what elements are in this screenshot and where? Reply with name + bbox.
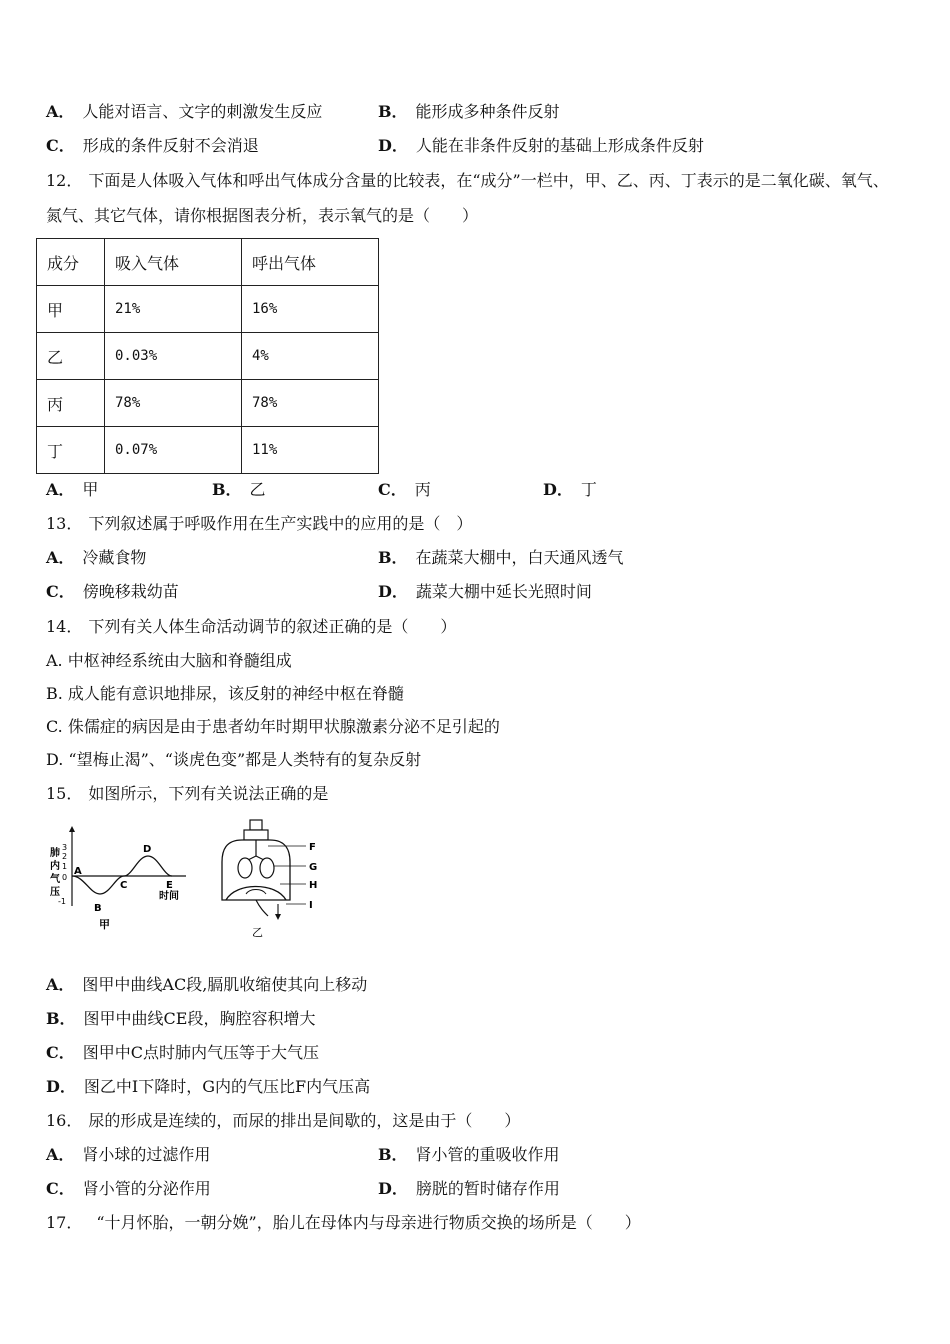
option-text: 图乙中I下降时，G内的气压比F内气压高: [83, 1077, 371, 1096]
option-label: A．: [46, 975, 75, 994]
option-text: 图甲中曲线CE段，胸腔容积增大: [83, 1009, 316, 1028]
table-row: [37, 333, 379, 380]
q11-option-d: [378, 136, 704, 156]
q14-stem: [46, 617, 456, 637]
q12-option-d: [543, 480, 597, 500]
figure-caption: 甲: [99, 918, 110, 931]
option-text: 膀胱的暂时储存作用: [415, 1179, 560, 1198]
q15-option-c: [46, 1043, 319, 1063]
point-label: A: [74, 866, 82, 877]
option-text: 丙: [414, 480, 431, 499]
q16-stem: [46, 1111, 520, 1131]
option-text: 丁: [580, 480, 597, 499]
option-label: B．: [378, 548, 408, 567]
y-tick: 0: [62, 873, 68, 882]
q13-option-c: [46, 582, 179, 602]
y-tick: 2: [62, 852, 68, 861]
stopper: [244, 830, 268, 840]
q12-stem-line1: [46, 171, 889, 191]
part-label: H: [309, 880, 318, 891]
option-label: B．: [212, 480, 242, 499]
option-text: 蔬菜大棚中延长光照时间: [415, 582, 592, 601]
option-text: 图甲中C点时肺内气压等于大气压: [82, 1043, 319, 1062]
y-tick: 1: [62, 862, 68, 871]
option-label: D．: [543, 480, 573, 499]
figure-yi-bell-jar-model: [212, 816, 332, 940]
table-cell: 乙: [37, 333, 105, 380]
option-text: 乙: [249, 480, 266, 499]
q15-option-d: [46, 1077, 370, 1097]
option-label: B．: [46, 1009, 76, 1028]
q14-option-c: C. 侏儒症的病因是由于患者幼年时期甲状腺激素分泌不足引起的: [46, 717, 500, 736]
q12-option-c: [378, 480, 431, 500]
table-cell: 11%: [242, 427, 379, 474]
q15-option-a: [46, 975, 367, 995]
option-label: A．: [46, 102, 75, 121]
option-text: 能形成多种条件反射: [415, 102, 560, 121]
table-cell: 21%: [105, 286, 242, 333]
part-label: F: [309, 842, 316, 853]
option-label: B．: [378, 102, 408, 121]
option-label: C．: [46, 1179, 75, 1198]
table-row: [37, 286, 379, 333]
q17-stem: [46, 1213, 641, 1233]
figure-caption: 乙: [252, 926, 263, 939]
q12-option-b: [212, 480, 266, 500]
option-label: A．: [46, 548, 75, 567]
option-text: 甲: [82, 480, 99, 499]
question-text: 氮气、其它气体，请你根据图表分析，表示氧气的是（ ）: [46, 206, 479, 225]
question-text: “十月怀胎，一朝分娩”，胎儿在母体内与母亲进行物质交换的场所是（ ）: [80, 1213, 641, 1232]
table-cell: 丙: [37, 380, 105, 427]
option-label: D．: [378, 1179, 408, 1198]
pull-string: [256, 900, 268, 916]
table-cell: 78%: [105, 380, 242, 427]
left-balloon: [238, 858, 252, 878]
q14-option-a: A. 中枢神经系统由大脑和脊髓组成: [46, 651, 292, 670]
xlabel: 时间: [159, 891, 179, 902]
q14-option-d: D. “望梅止渴”、“谈虎色变”都是人类特有的复杂反射: [46, 750, 422, 769]
question-text: 下面是人体吸入气体和呼出气体成分含量的比较表，在“成分”一栏中，甲、乙、丙、丁表示的是二氧化碳、氧气、: [88, 171, 889, 190]
question-text: 下列有关人体生命活动调节的叙述正确的是（ ）: [88, 617, 457, 636]
table-cell: 16%: [242, 286, 379, 333]
table-cell: 0.03%: [105, 333, 242, 380]
q11-option-b: [378, 102, 560, 122]
ylabel: [50, 846, 61, 898]
q13-option-d: [378, 582, 592, 602]
y-tick: -1: [58, 897, 66, 906]
option-text: 肾小球的过滤作用: [82, 1145, 211, 1164]
option-label: D．: [46, 1077, 76, 1096]
option-label: A．: [46, 1145, 75, 1164]
q12-stem-line2: [46, 206, 478, 226]
question-number: 16．: [46, 1111, 83, 1130]
point-label: C: [120, 880, 128, 891]
ylabel-char: 内: [50, 861, 60, 872]
table-row: [37, 380, 379, 427]
option-text: 形成的条件反射不会消退: [82, 136, 259, 155]
question-number: 17．: [46, 1213, 75, 1232]
option-text: 冷藏食物: [82, 548, 147, 567]
table-cell: 78%: [242, 380, 379, 427]
q13-option-b: [378, 548, 624, 568]
table-header: 成分: [37, 239, 105, 286]
question-number: 14．: [46, 617, 83, 636]
q11-option-a: [46, 102, 322, 122]
option-label: C．: [46, 582, 75, 601]
question-number: 13．: [46, 514, 83, 533]
q11-option-c: [46, 136, 259, 156]
table-cell: 4%: [242, 333, 379, 380]
table-row: [37, 427, 379, 474]
option-label: D．: [378, 582, 408, 601]
table-cell: 0.07%: [105, 427, 242, 474]
option-text: 图甲中曲线AC段,膈肌收缩使其向上移动: [82, 975, 368, 994]
part-label: G: [309, 862, 318, 873]
q14-option-b: B. 成人能有意识地排尿，该反射的神经中枢在脊髓: [46, 684, 404, 703]
point-label: E: [166, 880, 173, 891]
q16-option-b: [378, 1145, 560, 1165]
ylabel-char: 肺: [50, 848, 60, 859]
gas-composition-table: [36, 238, 379, 474]
y-tick: 3: [62, 843, 68, 852]
option-label: D．: [378, 136, 408, 155]
option-label: A．: [46, 480, 75, 499]
point-label: D: [143, 844, 152, 855]
point-label: B: [94, 903, 102, 914]
down-arrow-icon: [275, 914, 281, 920]
right-balloon: [260, 858, 274, 878]
option-label: C．: [46, 136, 75, 155]
option-text: 人能对语言、文字的刺激发生反应: [82, 102, 323, 121]
table-header: 呼出气体: [242, 239, 379, 286]
option-text: 人能在非条件反射的基础上形成条件反射: [415, 136, 704, 155]
question-number: 15．: [46, 784, 83, 803]
question-number: 12．: [46, 171, 83, 190]
stopper-cap: [250, 820, 262, 830]
option-label: B．: [378, 1145, 408, 1164]
ylabel-char: 气: [50, 874, 60, 885]
q15-option-b: [46, 1009, 315, 1029]
option-text: 肾小管的重吸收作用: [415, 1145, 560, 1164]
question-text: 如图所示，下列有关说法正确的是: [88, 784, 329, 803]
option-text: 在蔬菜大棚中，白天通风透气: [415, 548, 624, 567]
question-text: 下列叙述属于呼吸作用在生产实践中的应用的是（ ）: [88, 514, 473, 533]
question-text: 尿的形成是连续的，而尿的排出是间歇的，这是由于（ ）: [88, 1111, 521, 1130]
ylabel-char: 压: [50, 887, 60, 898]
table-cell: 甲: [37, 286, 105, 333]
figure-jia-pressure-curve: [44, 824, 194, 936]
q13-stem: [46, 514, 472, 534]
q16-option-a: [46, 1145, 210, 1165]
q16-option-c: [46, 1179, 211, 1199]
option-label: C．: [46, 1043, 75, 1062]
table-header: 吸入气体: [105, 239, 242, 286]
option-label: C．: [378, 480, 407, 499]
q13-option-a: [46, 548, 146, 568]
part-label: I: [309, 900, 313, 911]
option-text: 傍晚移栽幼苗: [82, 582, 179, 601]
y-axis-arrow-icon: [69, 826, 75, 832]
table-cell: 丁: [37, 427, 105, 474]
q15-stem: [46, 784, 328, 804]
q16-option-d: [378, 1179, 560, 1199]
table-header-row: [37, 239, 379, 286]
option-text: 肾小管的分泌作用: [82, 1179, 211, 1198]
q12-option-a: [46, 480, 98, 500]
